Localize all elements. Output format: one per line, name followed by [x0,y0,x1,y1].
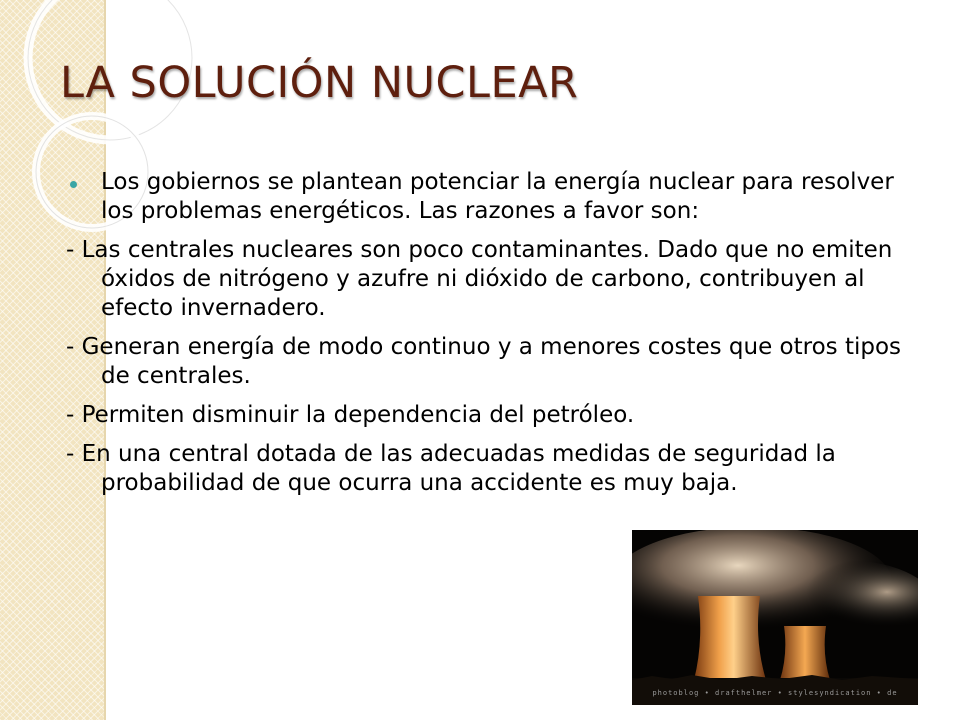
cooling-towers-image [632,530,918,705]
bullet-dot-icon [70,181,77,188]
reason-item: - En una central dotada de las adecuadas medidas de seguridad la probabilidad de que ocurra una accidente es muy baja. [66,441,836,496]
nuclear-plant-photo [632,530,918,705]
slide-body [66,168,911,508]
bullet-paragraph [66,168,911,226]
reason-item: - Permiten disminuir la dependencia del petróleo. [66,402,635,428]
reason-item: - Las centrales nucleares son poco contaminantes. Dado que no emiten óxidos de nitrógeno y azufre ni dióxido de carbono, contribuyen al efecto invernadero. [66,237,893,321]
photo-credit: photoblog • drafthelmer • stylesyndication • de [652,689,898,697]
paragraph-text: Los gobiernos se plantean potenciar la energía nuclear para resolver los problemas energéticos. Las razones a favor son: [101,169,894,224]
slide-title: LA SOLUCIÓN NUCLEAR [60,58,579,108]
reason-item: - Generan energía de modo continuo y a menores costes que otros tipos de centrales. [66,334,902,389]
